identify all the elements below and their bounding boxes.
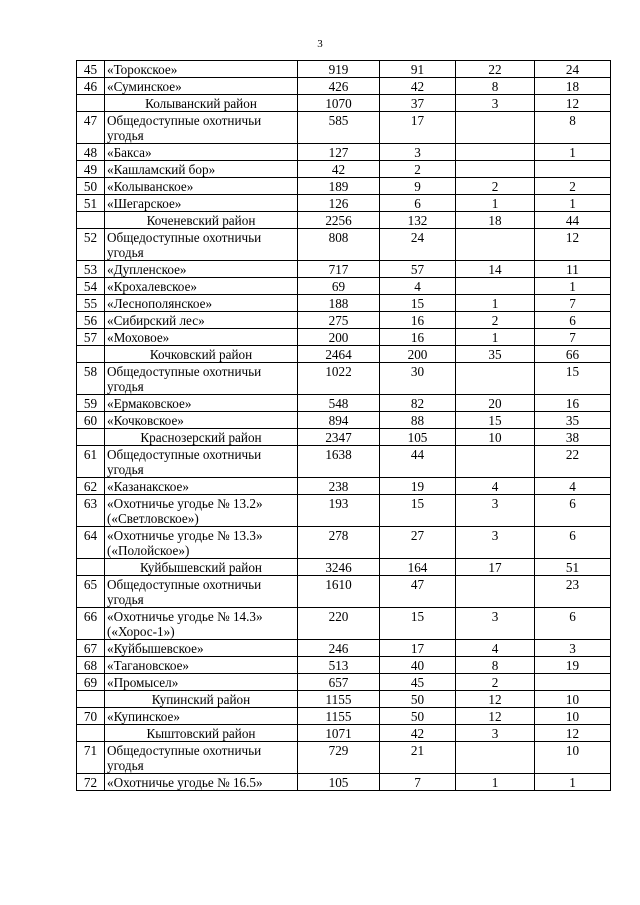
- cell-b: 15: [380, 495, 456, 527]
- cell-no: [77, 559, 105, 576]
- cell-b: 17: [380, 112, 456, 144]
- cell-name: «Торокское»: [105, 61, 298, 78]
- cell-a: 189: [298, 178, 380, 195]
- cell-b: 82: [380, 395, 456, 412]
- cell-d: 7: [535, 329, 611, 346]
- table-row: [77, 674, 611, 691]
- table-row: [77, 708, 611, 725]
- cell-a: 585: [298, 112, 380, 144]
- cell-a: 657: [298, 674, 380, 691]
- table-body: [77, 61, 611, 791]
- cell-b: 3: [380, 144, 456, 161]
- cell-name: «Кашламский бор»: [105, 161, 298, 178]
- cell-c: 1: [456, 195, 535, 212]
- district-row: [77, 725, 611, 742]
- cell-b: 200: [380, 346, 456, 363]
- cell-a: 894: [298, 412, 380, 429]
- cell-c: 3: [456, 725, 535, 742]
- cell-b: 4: [380, 278, 456, 295]
- cell-name: Общедоступные охотничьи угодья: [105, 742, 298, 774]
- table-row: [77, 329, 611, 346]
- cell-a: 126: [298, 195, 380, 212]
- cell-no: 49: [77, 161, 105, 178]
- cell-a: 919: [298, 61, 380, 78]
- cell-d: 6: [535, 608, 611, 640]
- cell-c: 1: [456, 329, 535, 346]
- cell-no: [77, 725, 105, 742]
- cell-b: 105: [380, 429, 456, 446]
- cell-d: [535, 161, 611, 178]
- cell-no: 56: [77, 312, 105, 329]
- cell-name: «Ермаковское»: [105, 395, 298, 412]
- cell-c: [456, 161, 535, 178]
- cell-d: 6: [535, 312, 611, 329]
- cell-a: 220: [298, 608, 380, 640]
- cell-c: 10: [456, 429, 535, 446]
- cell-name: «Охотничье угодье № 13.3» («Полойское»): [105, 527, 298, 559]
- cell-c: 2: [456, 312, 535, 329]
- cell-name: «Охотничье угодье № 13.2» («Светловское»): [105, 495, 298, 527]
- cell-no: 61: [77, 446, 105, 478]
- cell-d: 44: [535, 212, 611, 229]
- cell-no: [77, 429, 105, 446]
- table-row: [77, 640, 611, 657]
- cell-name: Общедоступные охотничьи угодья: [105, 363, 298, 395]
- cell-a: 275: [298, 312, 380, 329]
- cell-d: 15: [535, 363, 611, 395]
- cell-b: 27: [380, 527, 456, 559]
- cell-no: 72: [77, 774, 105, 791]
- cell-name: «Моховое»: [105, 329, 298, 346]
- cell-no: 54: [77, 278, 105, 295]
- cell-name: Коченевский район: [105, 212, 298, 229]
- cell-a: 717: [298, 261, 380, 278]
- cell-no: 67: [77, 640, 105, 657]
- cell-b: 19: [380, 478, 456, 495]
- cell-a: 42: [298, 161, 380, 178]
- cell-d: 7: [535, 295, 611, 312]
- cell-name: «Сибирский лес»: [105, 312, 298, 329]
- cell-a: 1070: [298, 95, 380, 112]
- cell-no: 50: [77, 178, 105, 195]
- cell-c: 12: [456, 708, 535, 725]
- cell-name: «Куйбышевское»: [105, 640, 298, 657]
- page-number: 3: [317, 38, 323, 50]
- cell-no: 52: [77, 229, 105, 261]
- cell-no: 66: [77, 608, 105, 640]
- cell-c: [456, 576, 535, 608]
- cell-d: 66: [535, 346, 611, 363]
- cell-d: 1: [535, 144, 611, 161]
- cell-name: «Охотничье угодье № 16.5»: [105, 774, 298, 791]
- cell-name: «Бакса»: [105, 144, 298, 161]
- cell-d: 3: [535, 640, 611, 657]
- table-row: [77, 195, 611, 212]
- cell-no: 58: [77, 363, 105, 395]
- cell-b: 15: [380, 608, 456, 640]
- cell-c: 8: [456, 657, 535, 674]
- cell-d: 1: [535, 774, 611, 791]
- table-row: [77, 278, 611, 295]
- cell-c: [456, 112, 535, 144]
- cell-name: Общедоступные охотничьи угодья: [105, 446, 298, 478]
- district-row: [77, 346, 611, 363]
- cell-b: 30: [380, 363, 456, 395]
- table-row: [77, 478, 611, 495]
- cell-no: [77, 95, 105, 112]
- cell-c: 12: [456, 691, 535, 708]
- cell-no: 65: [77, 576, 105, 608]
- cell-name: Общедоступные охотничьи угодья: [105, 576, 298, 608]
- cell-b: 2: [380, 161, 456, 178]
- district-row: [77, 212, 611, 229]
- cell-d: 1: [535, 278, 611, 295]
- cell-no: [77, 212, 105, 229]
- cell-d: 8: [535, 112, 611, 144]
- cell-a: 1071: [298, 725, 380, 742]
- cell-a: 188: [298, 295, 380, 312]
- cell-no: 45: [77, 61, 105, 78]
- cell-c: 35: [456, 346, 535, 363]
- cell-a: 1610: [298, 576, 380, 608]
- district-row: [77, 95, 611, 112]
- cell-b: 164: [380, 559, 456, 576]
- cell-no: 60: [77, 412, 105, 429]
- cell-name: «Колыванское»: [105, 178, 298, 195]
- cell-b: 50: [380, 691, 456, 708]
- cell-a: 426: [298, 78, 380, 95]
- cell-name: «Казанакское»: [105, 478, 298, 495]
- cell-a: 2256: [298, 212, 380, 229]
- table-row: [77, 312, 611, 329]
- cell-no: 46: [77, 78, 105, 95]
- table-row: [77, 774, 611, 791]
- cell-c: 8: [456, 78, 535, 95]
- cell-no: 55: [77, 295, 105, 312]
- cell-b: 47: [380, 576, 456, 608]
- cell-d: 2: [535, 178, 611, 195]
- cell-no: 47: [77, 112, 105, 144]
- cell-c: 3: [456, 95, 535, 112]
- cell-a: 3246: [298, 559, 380, 576]
- cell-no: [77, 346, 105, 363]
- table-row: [77, 657, 611, 674]
- cell-b: 9: [380, 178, 456, 195]
- cell-no: 64: [77, 527, 105, 559]
- cell-d: 35: [535, 412, 611, 429]
- cell-name: «Купинское»: [105, 708, 298, 725]
- district-row: [77, 429, 611, 446]
- cell-d: 51: [535, 559, 611, 576]
- cell-no: 62: [77, 478, 105, 495]
- cell-b: 7: [380, 774, 456, 791]
- cell-c: 17: [456, 559, 535, 576]
- cell-d: 16: [535, 395, 611, 412]
- cell-d: 24: [535, 61, 611, 78]
- cell-c: 1: [456, 774, 535, 791]
- cell-name: «Шегарское»: [105, 195, 298, 212]
- cell-d: 12: [535, 229, 611, 261]
- cell-b: 88: [380, 412, 456, 429]
- cell-no: 68: [77, 657, 105, 674]
- cell-d: 11: [535, 261, 611, 278]
- cell-b: 17: [380, 640, 456, 657]
- district-row: [77, 559, 611, 576]
- cell-c: [456, 229, 535, 261]
- cell-name: Куйбышевский район: [105, 559, 298, 576]
- table-row: [77, 576, 611, 608]
- cell-c: 2: [456, 178, 535, 195]
- cell-c: 18: [456, 212, 535, 229]
- cell-a: 1638: [298, 446, 380, 478]
- cell-name: «Кочковское»: [105, 412, 298, 429]
- cell-c: 20: [456, 395, 535, 412]
- cell-b: 45: [380, 674, 456, 691]
- cell-a: 200: [298, 329, 380, 346]
- cell-name: Кочковский район: [105, 346, 298, 363]
- cell-a: 2464: [298, 346, 380, 363]
- cell-d: 4: [535, 478, 611, 495]
- cell-name: Краснозерский район: [105, 429, 298, 446]
- cell-c: 3: [456, 608, 535, 640]
- cell-c: 3: [456, 495, 535, 527]
- cell-a: 193: [298, 495, 380, 527]
- cell-a: 808: [298, 229, 380, 261]
- table-row: [77, 295, 611, 312]
- cell-a: 105: [298, 774, 380, 791]
- table-row: [77, 78, 611, 95]
- cell-b: 16: [380, 329, 456, 346]
- cell-a: 513: [298, 657, 380, 674]
- cell-d: 19: [535, 657, 611, 674]
- cell-c: [456, 363, 535, 395]
- cell-no: 48: [77, 144, 105, 161]
- table-row: [77, 446, 611, 478]
- table-row: [77, 144, 611, 161]
- cell-name: Общедоступные охотничьи угодья: [105, 112, 298, 144]
- cell-b: 132: [380, 212, 456, 229]
- cell-d: [535, 674, 611, 691]
- cell-d: 10: [535, 742, 611, 774]
- cell-no: 57: [77, 329, 105, 346]
- table-row: [77, 495, 611, 527]
- cell-d: 12: [535, 95, 611, 112]
- cell-a: 729: [298, 742, 380, 774]
- cell-name: Общедоступные охотничьи угодья: [105, 229, 298, 261]
- cell-no: 70: [77, 708, 105, 725]
- cell-d: 10: [535, 691, 611, 708]
- cell-b: 57: [380, 261, 456, 278]
- cell-a: 548: [298, 395, 380, 412]
- cell-no: [77, 691, 105, 708]
- cell-c: 1: [456, 295, 535, 312]
- cell-c: [456, 742, 535, 774]
- cell-a: 238: [298, 478, 380, 495]
- cell-c: [456, 446, 535, 478]
- cell-name: «Промысел»: [105, 674, 298, 691]
- cell-b: 21: [380, 742, 456, 774]
- cell-c: 22: [456, 61, 535, 78]
- cell-d: 18: [535, 78, 611, 95]
- cell-a: 278: [298, 527, 380, 559]
- cell-c: 4: [456, 478, 535, 495]
- cell-name: «Суминское»: [105, 78, 298, 95]
- cell-b: 15: [380, 295, 456, 312]
- cell-b: 44: [380, 446, 456, 478]
- cell-d: 1: [535, 195, 611, 212]
- cell-a: 1155: [298, 691, 380, 708]
- cell-name: «Дупленское»: [105, 261, 298, 278]
- cell-b: 50: [380, 708, 456, 725]
- cell-name: Колыванский район: [105, 95, 298, 112]
- cell-a: 1022: [298, 363, 380, 395]
- table-row: [77, 261, 611, 278]
- cell-b: 16: [380, 312, 456, 329]
- cell-no: 51: [77, 195, 105, 212]
- cell-d: 6: [535, 527, 611, 559]
- cell-d: 38: [535, 429, 611, 446]
- cell-d: 12: [535, 725, 611, 742]
- cell-d: 22: [535, 446, 611, 478]
- cell-no: 53: [77, 261, 105, 278]
- cell-b: 42: [380, 78, 456, 95]
- table-row: [77, 742, 611, 774]
- cell-c: [456, 278, 535, 295]
- table-row: [77, 112, 611, 144]
- cell-name: «Крохалевское»: [105, 278, 298, 295]
- cell-no: 71: [77, 742, 105, 774]
- table-row: [77, 61, 611, 78]
- cell-name: «Охотничье угодье № 14.3» («Хорос-1»): [105, 608, 298, 640]
- table-row: [77, 161, 611, 178]
- cell-name: «Тагановское»: [105, 657, 298, 674]
- cell-d: 23: [535, 576, 611, 608]
- cell-b: 24: [380, 229, 456, 261]
- table-row: [77, 608, 611, 640]
- table-row: [77, 363, 611, 395]
- table-row: [77, 395, 611, 412]
- cell-c: 14: [456, 261, 535, 278]
- cell-a: 246: [298, 640, 380, 657]
- cell-name: «Леснополянское»: [105, 295, 298, 312]
- cell-c: 2: [456, 674, 535, 691]
- cell-c: 4: [456, 640, 535, 657]
- hunting-grounds-table: [76, 60, 611, 791]
- cell-d: 6: [535, 495, 611, 527]
- cell-b: 42: [380, 725, 456, 742]
- cell-no: 63: [77, 495, 105, 527]
- cell-name: Купинский район: [105, 691, 298, 708]
- cell-a: 69: [298, 278, 380, 295]
- cell-b: 6: [380, 195, 456, 212]
- cell-b: 37: [380, 95, 456, 112]
- table-row: [77, 527, 611, 559]
- cell-d: 10: [535, 708, 611, 725]
- district-row: [77, 691, 611, 708]
- cell-c: 15: [456, 412, 535, 429]
- table-row: [77, 412, 611, 429]
- table-row: [77, 229, 611, 261]
- cell-b: 91: [380, 61, 456, 78]
- cell-b: 40: [380, 657, 456, 674]
- cell-a: 2347: [298, 429, 380, 446]
- cell-name: Кыштовский район: [105, 725, 298, 742]
- cell-c: [456, 144, 535, 161]
- cell-c: 3: [456, 527, 535, 559]
- table-row: [77, 178, 611, 195]
- cell-a: 127: [298, 144, 380, 161]
- cell-no: 59: [77, 395, 105, 412]
- cell-no: 69: [77, 674, 105, 691]
- cell-a: 1155: [298, 708, 380, 725]
